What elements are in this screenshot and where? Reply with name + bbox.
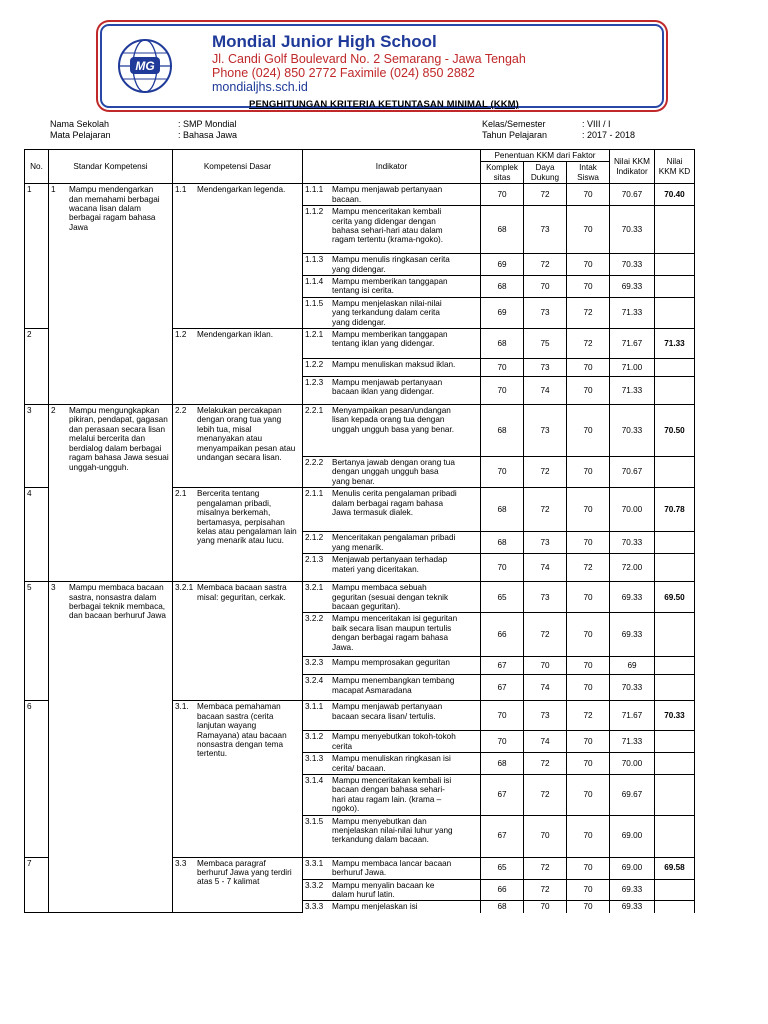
label-mata-pelajaran: Mata Pelajaran xyxy=(50,130,111,140)
kd-code: 3.3 xyxy=(175,858,187,868)
school-name: Mondial Junior High School xyxy=(212,32,437,51)
daya-dukung-value: 72 xyxy=(524,488,567,532)
intake-siswa-value: 72 xyxy=(567,701,610,731)
kompetensi-dasar-cell xyxy=(173,857,303,913)
daya-dukung-value: 73 xyxy=(524,297,567,328)
kompetensi-dasar-cell xyxy=(173,329,303,405)
indikator-text: Mampu menuliskan ringkasan isi cerita/ bacaan. xyxy=(332,754,451,773)
indikator-text: Mampu menjawab pertanyaan bacaan secara lisan/ tertulis. xyxy=(332,702,443,721)
indikator-text: Mampu menulis ringkasan cerita yang didengar. xyxy=(332,255,450,274)
daya-dukung-value: 73 xyxy=(524,532,567,554)
intake-siswa-value: 70 xyxy=(567,613,610,657)
kompetensi-dasar-cell xyxy=(173,405,303,488)
row-number-cell: 5 xyxy=(25,582,49,701)
daya-dukung-value: 70 xyxy=(524,276,567,298)
kd-code: 2.2 xyxy=(175,406,187,416)
indikator-code: 3.1.3 xyxy=(305,754,324,764)
indikator-cell xyxy=(303,774,481,815)
indikator-text: Mampu membaca lancar bacaan berhuruf Jawa. xyxy=(332,858,452,877)
nilai-kkm-indikator-value: 71.67 xyxy=(610,329,655,359)
sk-code: 3 xyxy=(51,583,56,593)
indikator-cell xyxy=(303,206,481,254)
nilai-kkm-indikator-value: 70.33 xyxy=(610,206,655,254)
nilai-kkm-kd-value: 69.50 xyxy=(655,582,695,613)
value-tahun-pelajaran: : 2017 - 2018 xyxy=(582,130,636,140)
nilai-kkm-indikator-value: 70.00 xyxy=(610,488,655,532)
kompleksitas-value: 67 xyxy=(481,815,524,857)
nilai-kkm-kd-value xyxy=(655,377,695,405)
indikator-code: 3.3.3 xyxy=(305,902,324,912)
kompleksitas-value: 68 xyxy=(481,753,524,775)
indikator-text: Mampu menjawab pertanyaan bacaan. xyxy=(332,185,443,204)
row-number-cell: 2 xyxy=(25,329,49,405)
daya-dukung-value: 72 xyxy=(524,774,567,815)
indikator-cell xyxy=(303,276,481,298)
header-daya-dukung: Daya Dukung xyxy=(524,162,567,184)
indikator-code: 3.1.4 xyxy=(305,775,324,785)
nilai-kkm-kd-value xyxy=(655,254,695,276)
nilai-kkm-indikator-value: 70.33 xyxy=(610,254,655,276)
daya-dukung-value: 74 xyxy=(524,554,567,582)
nilai-kkm-kd-value: 71.33 xyxy=(655,329,695,359)
nilai-kkm-indikator-value: 72.00 xyxy=(610,554,655,582)
indikator-text: Menulis cerita pengalaman pribadi dalam berbagai ragam bahasa Jawa termasuk dialek. xyxy=(332,489,457,518)
nilai-kkm-kd-value xyxy=(655,657,695,675)
kompleksitas-value: 68 xyxy=(481,405,524,457)
intake-siswa-value: 70 xyxy=(567,405,610,457)
school-website: mondialjhs.sch.id xyxy=(212,80,308,94)
header-no: No. xyxy=(25,150,49,184)
kompleksitas-value: 70 xyxy=(481,377,524,405)
kompleksitas-value: 70 xyxy=(481,731,524,753)
standar-kompetensi-cell xyxy=(49,582,173,913)
nilai-kkm-kd-value: 69.58 xyxy=(655,857,695,879)
indikator-text: Menjawab pertanyaan terhadap materi yang diceritakan. xyxy=(332,555,448,574)
kd-text: Mendengarkan legenda. xyxy=(197,185,286,195)
sk-code: 2 xyxy=(51,406,56,416)
nilai-kkm-indikator-value: 70.67 xyxy=(610,184,655,206)
intake-siswa-value: 70 xyxy=(567,206,610,254)
nilai-kkm-indikator-value: 70.33 xyxy=(610,675,655,701)
indikator-code: 3.1.2 xyxy=(305,732,324,742)
intake-siswa-value: 70 xyxy=(567,488,610,532)
indikator-cell xyxy=(303,815,481,857)
indikator-text: Mampu menjawab pertanyaan bacaan iklan yang didengar. xyxy=(332,378,443,397)
indikator-text: Mampu menyalin bacaan ke dalam huruf latin. xyxy=(332,880,435,899)
indikator-cell xyxy=(303,554,481,582)
nilai-kkm-indikator-value: 71.00 xyxy=(610,359,655,377)
indikator-cell xyxy=(303,701,481,731)
kd-code: 3.2.1 xyxy=(175,583,194,593)
kompleksitas-value: 69 xyxy=(481,254,524,276)
indikator-text: Mampu menyebutkan dan menjelaskan nilai-nilai luhur yang terkandung dalam bacaan. xyxy=(332,816,453,845)
indikator-text: Mampu menceritakan isi geguritan baik secara lisan maupun tertulis dengan berbagai ragam bahasa Jawa. xyxy=(332,614,458,652)
indikator-cell xyxy=(303,184,481,206)
row-number-cell: 1 xyxy=(25,184,49,329)
kd-code: 1.1 xyxy=(175,185,187,195)
nilai-kkm-indikator-value: 71.33 xyxy=(610,377,655,405)
kd-text: Membaca paragraf berhuruf Jawa yang terdiri atas 5 - 7 kalimat xyxy=(197,858,292,887)
indikator-text: Mampu menyebutkan tokoh-tokoh cerita xyxy=(332,732,456,751)
header-nilai-kkm-indikator: Nilai KKM Indikator xyxy=(610,150,655,184)
nilai-kkm-kd-value xyxy=(655,613,695,657)
kd-text: Melakukan percakapan dengan orang tua yang lebih tua, misal menanyakan atau menyampaikan pesan atau undangan secara lisan. xyxy=(197,406,296,463)
indikator-cell xyxy=(303,731,481,753)
indikator-code: 3.3.1 xyxy=(305,858,324,868)
label-nama-sekolah: Nama Sekolah xyxy=(50,119,110,129)
nilai-kkm-kd-value xyxy=(655,359,695,377)
row-number-cell: 4 xyxy=(25,488,49,582)
daya-dukung-value: 74 xyxy=(524,731,567,753)
sk-code: 1 xyxy=(51,185,56,195)
indikator-text: Mampu menceritakan kembali cerita yang didengar dengan bahasa sehari-hari atau dalam ragam tertentu (krama-ngoko). xyxy=(332,207,444,245)
kompleksitas-value: 70 xyxy=(481,359,524,377)
nilai-kkm-indikator-value: 70.33 xyxy=(610,405,655,457)
indikator-cell xyxy=(303,457,481,488)
nilai-kkm-kd-value xyxy=(655,297,695,328)
intake-siswa-value: 72 xyxy=(567,554,610,582)
indikator-code: 3.2.2 xyxy=(305,614,324,624)
indikator-text: Bertanya jawab dengan orang tua dengan unggah ungguh basa yang benar. xyxy=(332,458,455,486)
nilai-kkm-kd-value xyxy=(655,774,695,815)
indikator-cell xyxy=(303,657,481,675)
daya-dukung-value: 73 xyxy=(524,206,567,254)
indikator-cell xyxy=(303,329,481,359)
kompleksitas-value: 70 xyxy=(481,184,524,206)
indikator-cell xyxy=(303,879,481,901)
kd-text: Bercerita tentang pengalaman pribadi, misalnya berkemah, bertamasya, perpisahan kelas atau pengalaman lain yang menarik atau lucu. xyxy=(197,489,297,546)
daya-dukung-value: 70 xyxy=(524,815,567,857)
kompetensi-dasar-cell xyxy=(173,701,303,857)
table-row xyxy=(25,405,695,457)
kd-text: Membaca pemahaman bacaan sastra (cerita lanjutan wayang Ramayana) atau bacaan nonsastra dengan tema tertentu. xyxy=(197,702,287,759)
kd-text: Mendengarkan iklan. xyxy=(197,330,274,340)
nilai-kkm-kd-value xyxy=(655,753,695,775)
nilai-kkm-indikator-value: 69.33 xyxy=(610,276,655,298)
daya-dukung-value: 70 xyxy=(524,657,567,675)
nilai-kkm-kd-value xyxy=(655,675,695,701)
daya-dukung-value: 72 xyxy=(524,613,567,657)
header-intake-siswa: Intak Siswa xyxy=(567,162,610,184)
kompleksitas-value: 70 xyxy=(481,457,524,488)
intake-siswa-value: 70 xyxy=(567,582,610,613)
daya-dukung-value: 72 xyxy=(524,457,567,488)
kompleksitas-value: 66 xyxy=(481,879,524,901)
sk-text: Mampu mengungkapkan pikiran, pendapat, gagasan dan perasaan secara lisan melalui bercerita dan berdialog dalam berbagai ragam bahasa Jawa sesuai unggah-ungguh. xyxy=(69,406,169,472)
kd-text: Membaca bacaan sastra misal: geguritan, cerkak. xyxy=(197,583,287,602)
daya-dukung-value: 72 xyxy=(524,753,567,775)
header-standar-kompetensi: Standar Kompetensi xyxy=(49,150,173,184)
kompleksitas-value: 65 xyxy=(481,582,524,613)
indikator-code: 2.2.1 xyxy=(305,406,324,416)
daya-dukung-value: 73 xyxy=(524,582,567,613)
indikator-cell xyxy=(303,613,481,657)
nilai-kkm-indikator-value: 71.67 xyxy=(610,701,655,731)
school-phone: Phone (024) 850 2772 Faximile (024) 850 2882 xyxy=(212,66,475,80)
intake-siswa-value: 70 xyxy=(567,254,610,276)
nilai-kkm-kd-value xyxy=(655,901,695,913)
indikator-cell xyxy=(303,488,481,532)
nilai-kkm-kd-value: 70.50 xyxy=(655,405,695,457)
kompetensi-dasar-cell xyxy=(173,488,303,582)
daya-dukung-value: 75 xyxy=(524,329,567,359)
kompleksitas-value: 68 xyxy=(481,276,524,298)
indikator-cell xyxy=(303,753,481,775)
indikator-code: 1.2.1 xyxy=(305,330,324,340)
kd-code: 2.1 xyxy=(175,489,187,499)
nilai-kkm-indikator-value: 69.00 xyxy=(610,815,655,857)
value-mata-pelajaran: : Bahasa Jawa xyxy=(178,130,238,140)
intake-siswa-value: 70 xyxy=(567,879,610,901)
daya-dukung-value: 72 xyxy=(524,879,567,901)
school-address: Jl. Candi Golf Boulevard No. 2 Semarang - Jawa Tengah xyxy=(212,52,526,66)
kd-code: 1.2 xyxy=(175,330,187,340)
nilai-kkm-kd-value: 70.78 xyxy=(655,488,695,532)
indikator-cell xyxy=(303,359,481,377)
label-tahun-pelajaran: Tahun Pelajaran xyxy=(482,130,548,140)
intake-siswa-value: 70 xyxy=(567,657,610,675)
kompleksitas-value: 67 xyxy=(481,657,524,675)
kompleksitas-value: 69 xyxy=(481,297,524,328)
sk-text: Mampu membaca bacaan sastra, nonsastra dalam berbagai teknik membaca, dan bacaan berhuruf Jawa xyxy=(69,583,166,621)
kkm-table-body xyxy=(25,184,695,913)
intake-siswa-value: 70 xyxy=(567,377,610,405)
indikator-code: 2.1.3 xyxy=(305,555,324,565)
row-number-cell: 6 xyxy=(25,701,49,857)
nilai-kkm-kd-value xyxy=(655,554,695,582)
school-header-banner xyxy=(100,24,664,108)
indikator-code: 3.2.4 xyxy=(305,676,324,686)
indikator-text: Mampu menembangkan tembang macapat Asmaradana xyxy=(332,676,455,695)
indikator-cell xyxy=(303,857,481,879)
value-kelas-semester: : VIII / I xyxy=(582,119,611,129)
nilai-kkm-indikator-value: 69.00 xyxy=(610,857,655,879)
school-logo xyxy=(114,38,176,94)
indikator-code: 3.1.1 xyxy=(305,702,324,712)
indikator-text: Menyampaikan pesan/undangan lisan kepada orang tua dengan unggah ungguh basa yang benar. xyxy=(332,406,455,434)
label-kelas-semester: Kelas/Semester xyxy=(482,119,546,129)
indikator-code: 2.2.2 xyxy=(305,458,324,468)
kompleksitas-value: 70 xyxy=(481,554,524,582)
intake-siswa-value: 70 xyxy=(567,753,610,775)
nilai-kkm-indikator-value: 69.33 xyxy=(610,901,655,913)
indikator-text: Mampu memberikan tanggapan tentang iklan yang didengar. xyxy=(332,330,448,349)
indikator-code: 1.1.2 xyxy=(305,207,324,217)
nilai-kkm-indikator-value: 69.33 xyxy=(610,613,655,657)
indikator-cell xyxy=(303,532,481,554)
kompetensi-dasar-cell xyxy=(173,184,303,329)
indikator-cell xyxy=(303,582,481,613)
nilai-kkm-kd-value xyxy=(655,879,695,901)
indikator-cell xyxy=(303,901,481,913)
header-nilai-kkm-kd: Nilai KKM KD xyxy=(655,150,695,184)
kompleksitas-value: 68 xyxy=(481,532,524,554)
intake-siswa-value: 72 xyxy=(567,297,610,328)
daya-dukung-value: 74 xyxy=(524,675,567,701)
sk-text: Mampu mendengarkan dan memahami berbagai wacana lisan dalam berbagai ragam bahasa Jawa xyxy=(69,185,160,232)
intake-siswa-value: 70 xyxy=(567,857,610,879)
intake-siswa-value: 70 xyxy=(567,675,610,701)
daya-dukung-value: 72 xyxy=(524,184,567,206)
nilai-kkm-kd-value xyxy=(655,815,695,857)
kompetensi-dasar-cell xyxy=(173,582,303,701)
indikator-text: Menceritakan pengalaman pribadi yang menarik. xyxy=(332,533,456,552)
standar-kompetensi-cell xyxy=(49,184,173,405)
indikator-code: 2.1.1 xyxy=(305,489,324,499)
intake-siswa-value: 70 xyxy=(567,276,610,298)
indikator-cell xyxy=(303,297,481,328)
daya-dukung-value: 70 xyxy=(524,901,567,913)
document-title: PENGHITUNGAN KRITERIA KETUNTASAN MINIMAL (KKM) xyxy=(249,99,519,110)
indikator-code: 1.2.3 xyxy=(305,378,324,388)
kkm-table xyxy=(24,149,695,913)
intake-siswa-value: 70 xyxy=(567,184,610,206)
daya-dukung-value: 72 xyxy=(524,857,567,879)
nilai-kkm-kd-value: 70.33 xyxy=(655,701,695,731)
intake-siswa-value: 70 xyxy=(567,774,610,815)
kompleksitas-value: 65 xyxy=(481,857,524,879)
row-number-cell: 3 xyxy=(25,405,49,488)
indikator-code: 1.2.2 xyxy=(305,360,324,370)
indikator-code: 1.1.4 xyxy=(305,277,324,287)
indikator-text: Mampu menjelaskan isi xyxy=(332,902,418,912)
kompleksitas-value: 68 xyxy=(481,901,524,913)
nilai-kkm-indikator-value: 71.33 xyxy=(610,297,655,328)
nilai-kkm-kd-value: 70.40 xyxy=(655,184,695,206)
row-number-cell: 7 xyxy=(25,857,49,913)
header-kompetensi-dasar: Kompetensi Dasar xyxy=(173,150,303,184)
kompleksitas-value: 67 xyxy=(481,774,524,815)
intake-siswa-value: 70 xyxy=(567,815,610,857)
nilai-kkm-kd-value xyxy=(655,276,695,298)
kompleksitas-value: 67 xyxy=(481,675,524,701)
daya-dukung-value: 73 xyxy=(524,405,567,457)
intake-siswa-value: 72 xyxy=(567,329,610,359)
kd-code: 3.1. xyxy=(175,702,189,712)
nilai-kkm-kd-value xyxy=(655,532,695,554)
indikator-text: Mampu menuliskan maksud iklan. xyxy=(332,360,456,370)
table-row xyxy=(25,184,695,206)
nilai-kkm-kd-value xyxy=(655,731,695,753)
value-nama-sekolah: : SMP Mondial xyxy=(178,119,237,129)
nilai-kkm-indikator-value: 71.33 xyxy=(610,731,655,753)
intake-siswa-value: 70 xyxy=(567,901,610,913)
intake-siswa-value: 70 xyxy=(567,359,610,377)
nilai-kkm-kd-value xyxy=(655,457,695,488)
nilai-kkm-indikator-value: 70.00 xyxy=(610,753,655,775)
indikator-text: Mampu memprosakan geguritan xyxy=(332,658,450,668)
intake-siswa-value: 70 xyxy=(567,532,610,554)
daya-dukung-value: 73 xyxy=(524,701,567,731)
indikator-code: 1.1.3 xyxy=(305,255,324,265)
nilai-kkm-indikator-value: 69.33 xyxy=(610,582,655,613)
nilai-kkm-indikator-value: 69 xyxy=(610,657,655,675)
indikator-code: 2.1.2 xyxy=(305,533,324,543)
daya-dukung-value: 74 xyxy=(524,377,567,405)
indikator-code: 3.2.3 xyxy=(305,658,324,668)
indikator-cell xyxy=(303,405,481,457)
standar-kompetensi-cell xyxy=(49,405,173,582)
intake-siswa-value: 70 xyxy=(567,457,610,488)
indikator-text: Mampu menjelaskan nilai-nilai yang terkandung dalam cerita yang didengar. xyxy=(332,298,442,327)
indikator-text: Mampu memberikan tanggapan tentang isi cerita. xyxy=(332,277,448,296)
daya-dukung-value: 72 xyxy=(524,254,567,276)
indikator-code: 1.1.1 xyxy=(305,185,324,195)
indikator-code: 3.1.5 xyxy=(305,816,324,826)
indikator-code: 1.1.5 xyxy=(305,298,324,308)
intake-siswa-value: 70 xyxy=(567,731,610,753)
header-indikator: Indikator xyxy=(303,150,481,184)
kompleksitas-value: 66 xyxy=(481,613,524,657)
indikator-code: 3.3.2 xyxy=(305,880,324,890)
indikator-cell xyxy=(303,377,481,405)
kompleksitas-value: 68 xyxy=(481,206,524,254)
daya-dukung-value: 73 xyxy=(524,359,567,377)
kompleksitas-value: 68 xyxy=(481,329,524,359)
nilai-kkm-indikator-value: 70.67 xyxy=(610,457,655,488)
table-row xyxy=(25,582,695,613)
header-kompleksitas: Komplek sitas xyxy=(481,162,524,184)
svg-text:MG: MG xyxy=(135,59,155,73)
kompleksitas-value: 68 xyxy=(481,488,524,532)
indikator-cell xyxy=(303,254,481,276)
nilai-kkm-kd-value xyxy=(655,206,695,254)
indikator-cell xyxy=(303,675,481,701)
indikator-text: Mampu membaca sebuah geguritan (sesuai dengan teknik bacaan geguritan). xyxy=(332,583,449,611)
nilai-kkm-indikator-value: 69.67 xyxy=(610,774,655,815)
indikator-text: Mampu menceritakan kembali isi bacaan dengan bahasa sehari-hari atau ragam lain. (krama – ngoko). xyxy=(332,775,452,814)
nilai-kkm-indikator-value: 69.33 xyxy=(610,879,655,901)
kompleksitas-value: 70 xyxy=(481,701,524,731)
indikator-code: 3.2.1 xyxy=(305,583,324,593)
header-penentuan-kkm: Penentuan KKM dari Faktor xyxy=(481,150,610,162)
nilai-kkm-indikator-value: 70.33 xyxy=(610,532,655,554)
